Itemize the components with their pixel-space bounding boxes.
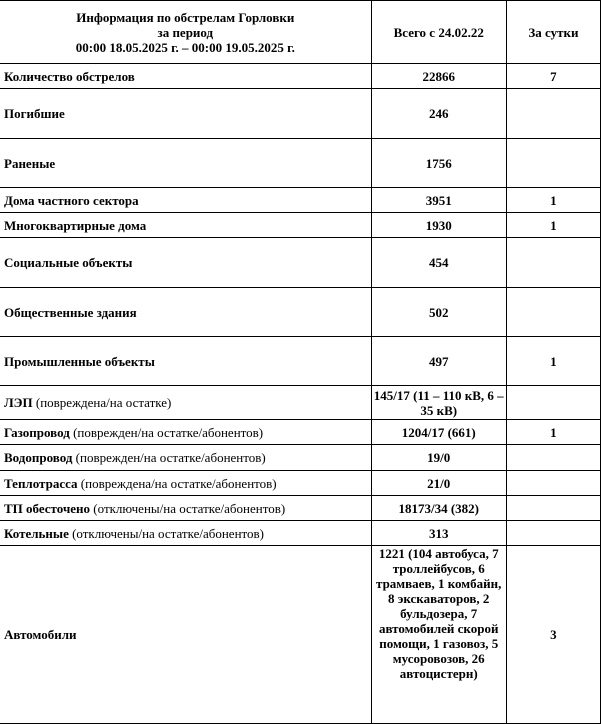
row-total: 1756: [371, 139, 506, 188]
row-total: 1221 (104 автобуса, 7 троллейбусов, 6 трамваев, 1 комбайн, 8 экскаваторов, 2 бульдозера, 7 автомобилей скорой помощи, 1 газовоз, 5 мусоровозов, 26 автоцистерн): [371, 546, 506, 724]
table-row: [0, 139, 601, 188]
row-label: Котельные: [4, 525, 69, 541]
row-total: 246: [371, 89, 506, 139]
row-total: 454: [371, 238, 506, 288]
row-total: 1930: [371, 213, 506, 238]
row-label: Водопровод: [4, 450, 73, 465]
row-note: (отключены/на остатке/абонентов): [93, 500, 286, 516]
row-label: ТП обесточено: [4, 500, 91, 516]
row-label-cell: [0, 445, 371, 471]
row-label: Автомобили: [0, 546, 371, 724]
row-total: 22866: [371, 64, 506, 89]
table-row: [0, 546, 601, 724]
row-label-cell: [0, 496, 371, 521]
row-day: 3: [506, 546, 600, 724]
row-day: 7: [506, 64, 600, 89]
row-day: [506, 89, 600, 139]
row-total: 1204/17 (661): [371, 420, 506, 445]
row-note: (поврежден/на остатке/абонентов): [75, 450, 266, 465]
row-total: 21/0: [371, 471, 506, 496]
row-label: Многоквартирные дома: [0, 213, 371, 238]
row-label: Раненые: [0, 139, 371, 188]
table-title-line-1: Информация по обстрелам Горловки: [76, 9, 295, 25]
row-label: Дома частного сектора: [0, 188, 371, 213]
row-total: 313: [371, 521, 506, 546]
row-label: ЛЭП: [4, 395, 33, 410]
row-note: (повреждена/на остатке/абонентов): [80, 475, 277, 491]
row-label: Теплотрасса: [4, 475, 78, 491]
row-total: 502: [371, 288, 506, 337]
column-header-total: Всего с 24.02.22: [371, 1, 506, 64]
row-label: Количество обстрелов: [0, 64, 371, 89]
table-row: [0, 496, 601, 521]
table-row: [0, 188, 601, 213]
table-row: [0, 386, 601, 420]
table-row: [0, 213, 601, 238]
row-note: (повреждена/на остатке): [35, 395, 172, 410]
row-note: (поврежден/на остатке/абонентов): [73, 424, 264, 440]
row-day: [506, 496, 600, 521]
row-label: Социальные объекты: [0, 238, 371, 288]
row-day: [506, 445, 600, 471]
row-label-cell: [0, 471, 371, 496]
table-title-line-2: за период: [157, 24, 214, 40]
row-day: 1: [506, 213, 600, 238]
row-label-cell: [0, 521, 371, 546]
row-day: 1: [506, 188, 600, 213]
row-day: [506, 139, 600, 188]
row-total: 497: [371, 337, 506, 386]
row-label: Промышленные объекты: [0, 337, 371, 386]
row-total: 18173/34 (382): [371, 496, 506, 521]
row-label-cell: [0, 386, 371, 420]
row-label: Газопровод: [4, 424, 70, 440]
table-row: [0, 445, 601, 471]
row-total: 19/0: [371, 445, 506, 471]
table-title-cell: [0, 1, 371, 64]
table-row: [0, 521, 601, 546]
column-header-day: За сутки: [506, 1, 600, 64]
table-row: [0, 64, 601, 89]
row-day: 1: [506, 420, 600, 445]
table-row: [0, 420, 601, 445]
row-day: [506, 238, 600, 288]
table-title-line-3: 00:00 18.05.2025 г. – 00:00 19.05.2025 г.: [75, 39, 295, 55]
table-row: [0, 471, 601, 496]
table-row: [0, 89, 601, 139]
table-row: [0, 337, 601, 386]
row-total: 3951: [371, 188, 506, 213]
row-note: (отключены/на остатке/абонентов): [72, 525, 265, 541]
row-total: 145/17 (11 – 110 кВ, 6 – 35 кВ): [371, 386, 506, 420]
row-day: 1: [506, 337, 600, 386]
row-label-cell: [0, 420, 371, 445]
row-day: [506, 386, 600, 420]
row-label: Общественные здания: [0, 288, 371, 337]
row-day: [506, 288, 600, 337]
row-day: [506, 471, 600, 496]
table-row: [0, 238, 601, 288]
table-row: [0, 288, 601, 337]
header-row: [0, 1, 601, 64]
row-day: [506, 521, 600, 546]
row-label: Погибшие: [0, 89, 371, 139]
